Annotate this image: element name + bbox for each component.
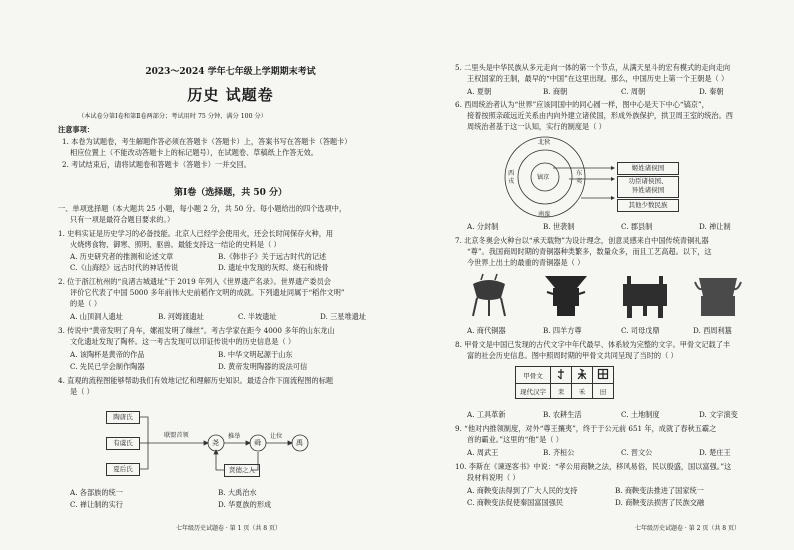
label-minorities: 其他少数民族 (617, 199, 679, 212)
center-haojing: 镐京 (537, 174, 550, 181)
page-footer-right: 七年级历史试题卷 · 第 2 页（共 8 页） (635, 525, 740, 532)
node-shun: 舜 (254, 439, 261, 447)
q6-stem-c: 周统治者基于这一认知，实行的制度是（ ） (467, 122, 606, 131)
bronze-jue-icon (467, 272, 511, 318)
q6-stem-a: 6. 西周统治者认为“世界”应该同国中的同心圆一样，图中心是天下中心“镐京”， (455, 100, 709, 109)
part-one-heading: 第Ⅰ卷（选择题，共 50 分） (173, 188, 287, 198)
q7-option-a: A. 商代铜器 (467, 326, 506, 335)
oracle-glyph-1 (551, 367, 572, 384)
q6-option-b: B. 世袭制 (543, 222, 575, 231)
q5-stem-b: 王权国家的王制，最早的“中国”在这里出现。那么，中国历史上第一个王朝是（ ） (467, 74, 729, 83)
left-page (58, 0, 403, 550)
q4-stem-a: 4. 直观的流程图能够帮助我们有效地记忆和理解历史知识。最适合作下面流程图的标题 (58, 376, 334, 385)
oracle-lei-glyph (555, 368, 567, 380)
q2-stem-a: 2. 位于浙江杭州的“良渚古城遗址”于 2019 年列入《世界遗产名录》。世界遗产委员会 (58, 277, 331, 286)
q4-flow-diagram (106, 404, 366, 484)
bronze-image-c (619, 274, 671, 318)
q6-option-a: A. 分封制 (467, 222, 499, 231)
li-gui-icon (693, 272, 743, 318)
q8-stem-b: 富的社会历史信息。图中照周时期的甲骨文共同呈现了当时的（ ） (467, 351, 678, 360)
q1-option-d: D. 遗址中发现的灰烬、烧石和烧骨 (218, 263, 329, 272)
q10-option-d: D. 商鞅变法损害了民族交融 (615, 498, 705, 507)
simuwu-ding-icon (619, 274, 671, 318)
oracle-glyph-3 (593, 367, 614, 384)
right-page (455, 0, 773, 550)
q7-option-c: C. 司母戊鼎 (621, 326, 660, 335)
exam-title: 2023～2024 学年七年级上学期期末考试 (145, 67, 316, 77)
q2-stem-b: 评价它代表了中国 5000 多年前伟大史前稻作文明的成就。下列遗址同属于“稻作文明” (70, 288, 345, 297)
oracle-tian-glyph (597, 368, 609, 380)
q3-option-b: B. 中华文明起源于山东 (218, 350, 293, 359)
clan-youyu: 有虞氏 (106, 437, 140, 450)
modern-label: 现代汉字 (516, 384, 551, 399)
oracle-row (516, 367, 614, 384)
q7-option-b: B. 四羊方尊 (543, 326, 582, 335)
q9-option-a: A. 周武王 (467, 448, 499, 457)
q3-stem-b: 文化遗址发现了陶杯。这一考古发现可以印证传说中的历史信息是（ ） (70, 337, 296, 346)
q4-option-d: D. 华夏族的形成 (218, 500, 272, 509)
q8-stem-a: 8. 甲骨文是中国已发现的古代文字中年代最早、体系较为完整的文字。甲骨文记载了丰 (455, 340, 731, 349)
notice-1b: 相应位置上（不能改动答题卡上的标记题号），在试题卷、草稿纸上作答无效。 (70, 148, 318, 157)
q7-stem-a: 7. 北京冬奥会火种台以“承天载物”为设计理念，创意灵感来自中国传统青铜礼器 (455, 236, 709, 245)
dir-east: 东夷 (576, 170, 583, 185)
q8-option-b: B. 农耕生活 (543, 410, 582, 419)
oracle-glyph-2 (572, 367, 593, 384)
q1-option-c: C.《山海经》远古时代的神话传说 (70, 263, 179, 272)
q3-stem-a: 3. 传说中“黄帝发明了舟车，嫘祖发明了缫丝”。考古学家在距今 4000 多年的山东龙山 (58, 326, 335, 335)
q4-stem-b: 是（ ） (70, 387, 94, 396)
q1-stem-b: 火烧烤食物、御寒、照明、驱兽。最能支持这一结论的史料是（ ） (70, 240, 281, 249)
dir-south: 南蛮 (538, 211, 551, 218)
q10-option-c: C. 商鞅变法促使秦国富国强民 (467, 498, 564, 507)
node-yao: 尧 (212, 439, 219, 447)
q10-option-a: A. 商鞅变法得到了广大人民的支持 (467, 486, 578, 495)
dir-north: 北狄 (538, 139, 551, 146)
modern-char-3: 田 (593, 384, 614, 399)
q8-option-a: A. 工具革新 (467, 410, 506, 419)
q7-stem-c: 今世界上出土的最重的青铜器是（ ） (467, 258, 585, 267)
q8-option-d: D. 文字演变 (699, 410, 738, 419)
bronze-image-d (693, 272, 743, 318)
q7-option-d: D. 西周利簋 (693, 326, 732, 335)
q3-option-a: A. 该陶杯是黄帝的作品 (70, 350, 145, 359)
label-other-states-a: 功臣诸侯国、 (628, 177, 668, 185)
q5-option-c: C. 周朝 (621, 87, 646, 96)
oracle-bone-table (515, 366, 614, 399)
notice-2: 2. 考试结束后，请将试题卷和答题卡（答题卡）一并交回。 (62, 160, 251, 169)
node-virtuous: 贤德之人 (224, 464, 260, 477)
modern-char-1: 耒 (551, 384, 572, 399)
q7-stem-b: “尊”。我国商周时期的青铜器种类繁多，数量众多，而且工艺高超。以下，这 (467, 247, 712, 256)
page-footer-left: 七年级历史试题卷 · 第 1 页（共 8 页） (176, 525, 281, 532)
q9-option-b: B. 齐桓公 (543, 448, 575, 457)
q1-option-b: B.《韩非子》关于远古时代的记述 (218, 252, 327, 261)
q6-concentric-diagram (495, 134, 725, 220)
q1-option-a: A. 历史研究者的推测和论述文章 (70, 252, 174, 261)
q3-option-c: C. 先民已学会制作陶器 (70, 362, 145, 371)
oracle-he-glyph (576, 368, 588, 380)
bronze-image-a (467, 272, 511, 318)
node-yu: 禹 (296, 439, 303, 447)
q2-option-a: A. 山顶洞人遗址 (70, 312, 123, 321)
clan-xiahou: 夏后氏 (106, 463, 140, 476)
modern-char-2: 禾 (572, 384, 593, 399)
label-ji-states: 姬姓诸侯国 (617, 162, 679, 175)
q4-option-b: B. 大禹治水 (218, 488, 257, 497)
exam-note: （本试卷分第Ⅰ卷和第Ⅱ卷两部分；考试用时 75 分钟，满分 100 分） (78, 113, 267, 120)
q10-option-b: B. 商鞅变法推进了国家统一 (615, 486, 704, 495)
dir-west: 西戎 (508, 170, 515, 185)
q10-stem-b: 段材料说明（ ） (467, 473, 520, 482)
label-abdicate: 让位 (270, 433, 283, 440)
q9-stem-a: 9. “他对内推领制度，对外“尊王攘夷”，终于于公元前 651 年，成就了春秋五霸之 (455, 424, 717, 433)
label-other-states-b: 异姓诸侯国 (631, 186, 665, 194)
notice-heading: 注意事项： (58, 125, 94, 134)
q9-option-d: D. 楚庄王 (699, 448, 731, 457)
clan-taotang: 陶唐氏 (106, 411, 140, 424)
q1-stem-a: 1. 史料实证是历史学习的必备技能。北京人已经学会使用火，还会长时间保存火种，用 (58, 229, 334, 238)
q2-stem-c: 的是（ ） (70, 299, 102, 308)
q2-option-c: C. 半坡遗址 (238, 312, 277, 321)
question-intro-b: 只有一项是最符合题目要求的。） (70, 215, 175, 224)
q6-option-c: C. 郡县制 (621, 222, 653, 231)
label-other-states (617, 176, 679, 198)
q9-stem-b: 首的霸业。”这里的“他”是（ ） (467, 435, 563, 444)
q6-stem-b: 接着按照亲疏远近关系由内向外建立诸侯国，形成外族保护，拱卫周王室的统治。西 (467, 111, 733, 120)
q5-option-a: A. 夏朝 (467, 87, 492, 96)
q3-option-d: D. 黄帝发明陶器的说法可信 (218, 362, 308, 371)
q5-option-d: D. 秦朝 (699, 87, 724, 96)
q6-option-d: D. 禅让制 (699, 222, 731, 231)
q4-option-a: A. 各部族的统一 (70, 488, 123, 497)
q2-option-d: D. 三星堆遗址 (320, 312, 367, 321)
question-intro-a: 一、单项选择题（本大题共 25 小题，每小题 2 分，共 50 分。每小题给出的四个选项中， (58, 204, 347, 213)
label-alliance-leader: 联盟首领 (164, 432, 189, 439)
q2-option-b: B. 河姆渡遗址 (158, 312, 204, 321)
q5-stem-a: 5. 二里头是中华民族从多元走向一体的第一个节点，从满天星斗的宏有模式的走向走向 (455, 63, 731, 72)
q9-option-c: C. 晋文公 (621, 448, 653, 457)
q4-option-c: C. 禅让制的实行 (70, 500, 123, 509)
exam-subtitle: 历史 试题卷 (187, 86, 274, 104)
oracle-label: 甲骨文 (516, 367, 551, 384)
bronze-image-b (541, 272, 591, 318)
q5-option-b: B. 商朝 (543, 87, 568, 96)
notice-1a: 1. 本卷为试题卷，考生解题作答必须在答题卡（答题卡）上，答案书写在答题卡（答题卡） (62, 137, 352, 146)
four-goat-zun-icon (541, 272, 591, 318)
q8-option-c: C. 土地制度 (621, 410, 660, 419)
q10-stem-a: 10. 李斯在《谏逐客书》中说：“孝公用商鞅之法，移风易俗，民以殷盛，国以富强。”这 (455, 462, 732, 471)
q6-circles (495, 134, 725, 220)
label-elect: 推举 (228, 433, 241, 440)
modern-row (516, 384, 614, 399)
